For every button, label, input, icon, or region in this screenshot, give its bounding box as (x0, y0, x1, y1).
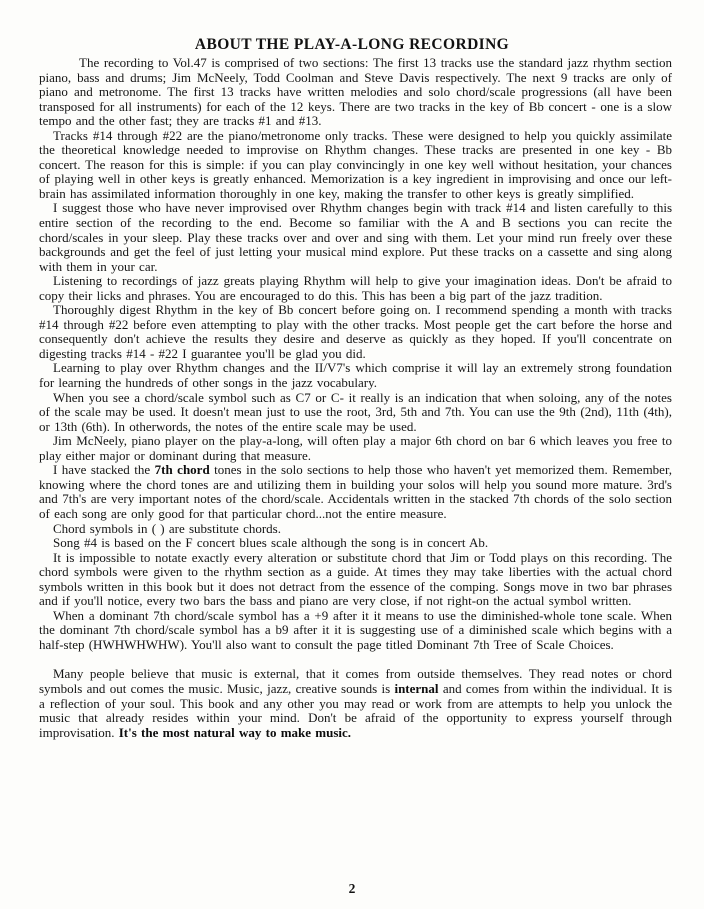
paragraph (39, 201, 672, 274)
paragraph (39, 522, 672, 537)
text-segment: Song #4 is based on the F concert blues scale although the song is in concert Ab. (53, 535, 489, 551)
page-number: 2 (348, 881, 356, 896)
paragraph (39, 274, 672, 303)
document-body (39, 56, 672, 740)
paragraph (39, 56, 672, 129)
paragraph (39, 361, 672, 390)
paragraph (39, 536, 672, 551)
text-segment: Many people believe that music is external, that it comes from outside themselves. They read notes or chord symbols and out comes the music. Music, jazz, creative sounds is (39, 666, 672, 696)
text-segment: and comes from within the individual. It is a reflection of your soul. This book and any other you may read or work from are attempts to help you unlock the music that already resides within your mind. Don't be afraid of the opportunity to express yourself through improvisation. (39, 680, 673, 740)
paragraph (39, 391, 672, 435)
bold-text-segment: internal (394, 680, 439, 696)
text-segment: Learning to play over Rhythm changes and the II/V7's which comprise it will lay an extremely strong foundation for learning the hundreds of other songs in the jazz vocabulary. (39, 360, 672, 391)
text-segment: It is impossible to notate exactly every alteration or substitute chord that Jim or Todd plays on this recording. The chord symbols were given to the rhythm section as a guide. At times they may take liberties with the actual chord symbols written in this book but it does not detract from the essence of the comping. Songs move in two bar phrases and if you'll notice, every two bars the bass and piano are very close, if not right-on the actual symbol written. (39, 549, 672, 609)
paragraph (39, 303, 672, 361)
text-segment: Thoroughly digest Rhythm in the key of Bb concert before going on. I recommend spending a month with tracks #14 through #22 before even attempting to play with the other tracks. Most people get the cart before the horse and consequently don't achieve the results they desire and deserve as quickly as they hoped. If you'll concentrate on digesting tracks #14 - #22 I guarantee you'll be glad you did. (39, 302, 672, 361)
paragraph (39, 129, 672, 202)
paragraph (39, 551, 672, 609)
text-segment: Listening to recordings of jazz greats playing Rhythm will help to give your imagination ideas. Don't be afraid to copy their licks and phrases. You are encouraged to do this. This has been a big part of the jazz tradition. (39, 273, 672, 303)
bold-text-segment: It's the most natural way to make music. (118, 724, 352, 740)
text-segment: The recording to Vol.47 is comprised of two sections: The first 13 tracks use the standard jazz rhythm section piano, bass and drums; Jim McNeely, Todd Coolman and Steve Davis respectively. The next 9 tracks are only of piano and metronome. The first 13 tracks have written melodies and solo chord/scale progressions (all have been transposed for all instruments) for each of the 12 keys. There are two tracks in the key of Bb concert - one is a slow tempo and the other fast; they are tracks #1 and #13. (39, 55, 672, 129)
text-segment: tones in the solo sections to help those who haven't yet memorized them. Remember, knowing where the chord tones are and utilizing them in building your solos will help you sound more mature. 3rd's and 7th's are very important notes of the chord/scale. Accidentals written in the stacked 7th chords of the solo section of each song are only good for that particular chord...not the entire measure. (39, 462, 673, 521)
text-segment: When a dominant 7th chord/scale symbol has a +9 after it it means to use the diminished-whole tone scale. When the dominant 7th chord/scale symbol has a b9 after it it is suggesting use of a diminished scale which begins with a half-step (HWHWHWHW). You'll also want to consult the page titled Dominant 7th Tree of Scale Choices. (39, 607, 672, 652)
text-segment: I suggest those who have never improvised over Rhythm changes begin with track #14 and listen carefully to this entire section of the recording to the end. Become so familiar with the A and B sections you can recite the chord/scales in your sleep. Play these tracks over and over and sing with them. Let your mind run freely over these backgrounds and get the feel of just letting your musical mind explore. Put these tracks on a cassette and sing along with them in your car. (39, 200, 672, 274)
text-segment: When you see a chord/scale symbol such as C7 or C- it really is an indication that when soloing, any of the notes of the scale may be used. It doesn't mean just to use the root, 3rd, 5th and 7th. You can use the 9th (2nd), 11th (4th), or 13th (6th). In otherwords, the notes of the entire scale may be used. (39, 389, 672, 434)
page-title: ABOUT THE PLAY-A-LONG RECORDING (194, 36, 510, 53)
paragraph (39, 667, 672, 740)
bold-text-segment: 7th chord (154, 462, 210, 478)
text-segment: I have stacked the (53, 462, 155, 478)
text-segment: Jim McNeely, piano player on the play-a-long, will often play a major 6th chord on bar 6 which leaves you free to play either major or dominant during that measure. (39, 433, 672, 463)
text-segment: Tracks #14 through #22 are the piano/metronome only tracks. These were designed to help you quickly assimilate the theoretical knowledge needed to improvise on Rhythm changes. These tracks are presented in one key - Bb concert. The reason for this is simple: if you can play convincingly in one key well without hesitation, your chances of playing well in other keys is greatly enhanced. Memorization is a key ingredient in improvising and once our left-brain has assimilated information thoroughly in one key, making the transfer to other keys is greatly simplified. (39, 127, 672, 201)
paragraph (39, 434, 672, 463)
paragraph (39, 609, 672, 653)
text-segment: Chord symbols in ( ) are substitute chords. (53, 520, 281, 536)
paragraph (39, 463, 672, 521)
